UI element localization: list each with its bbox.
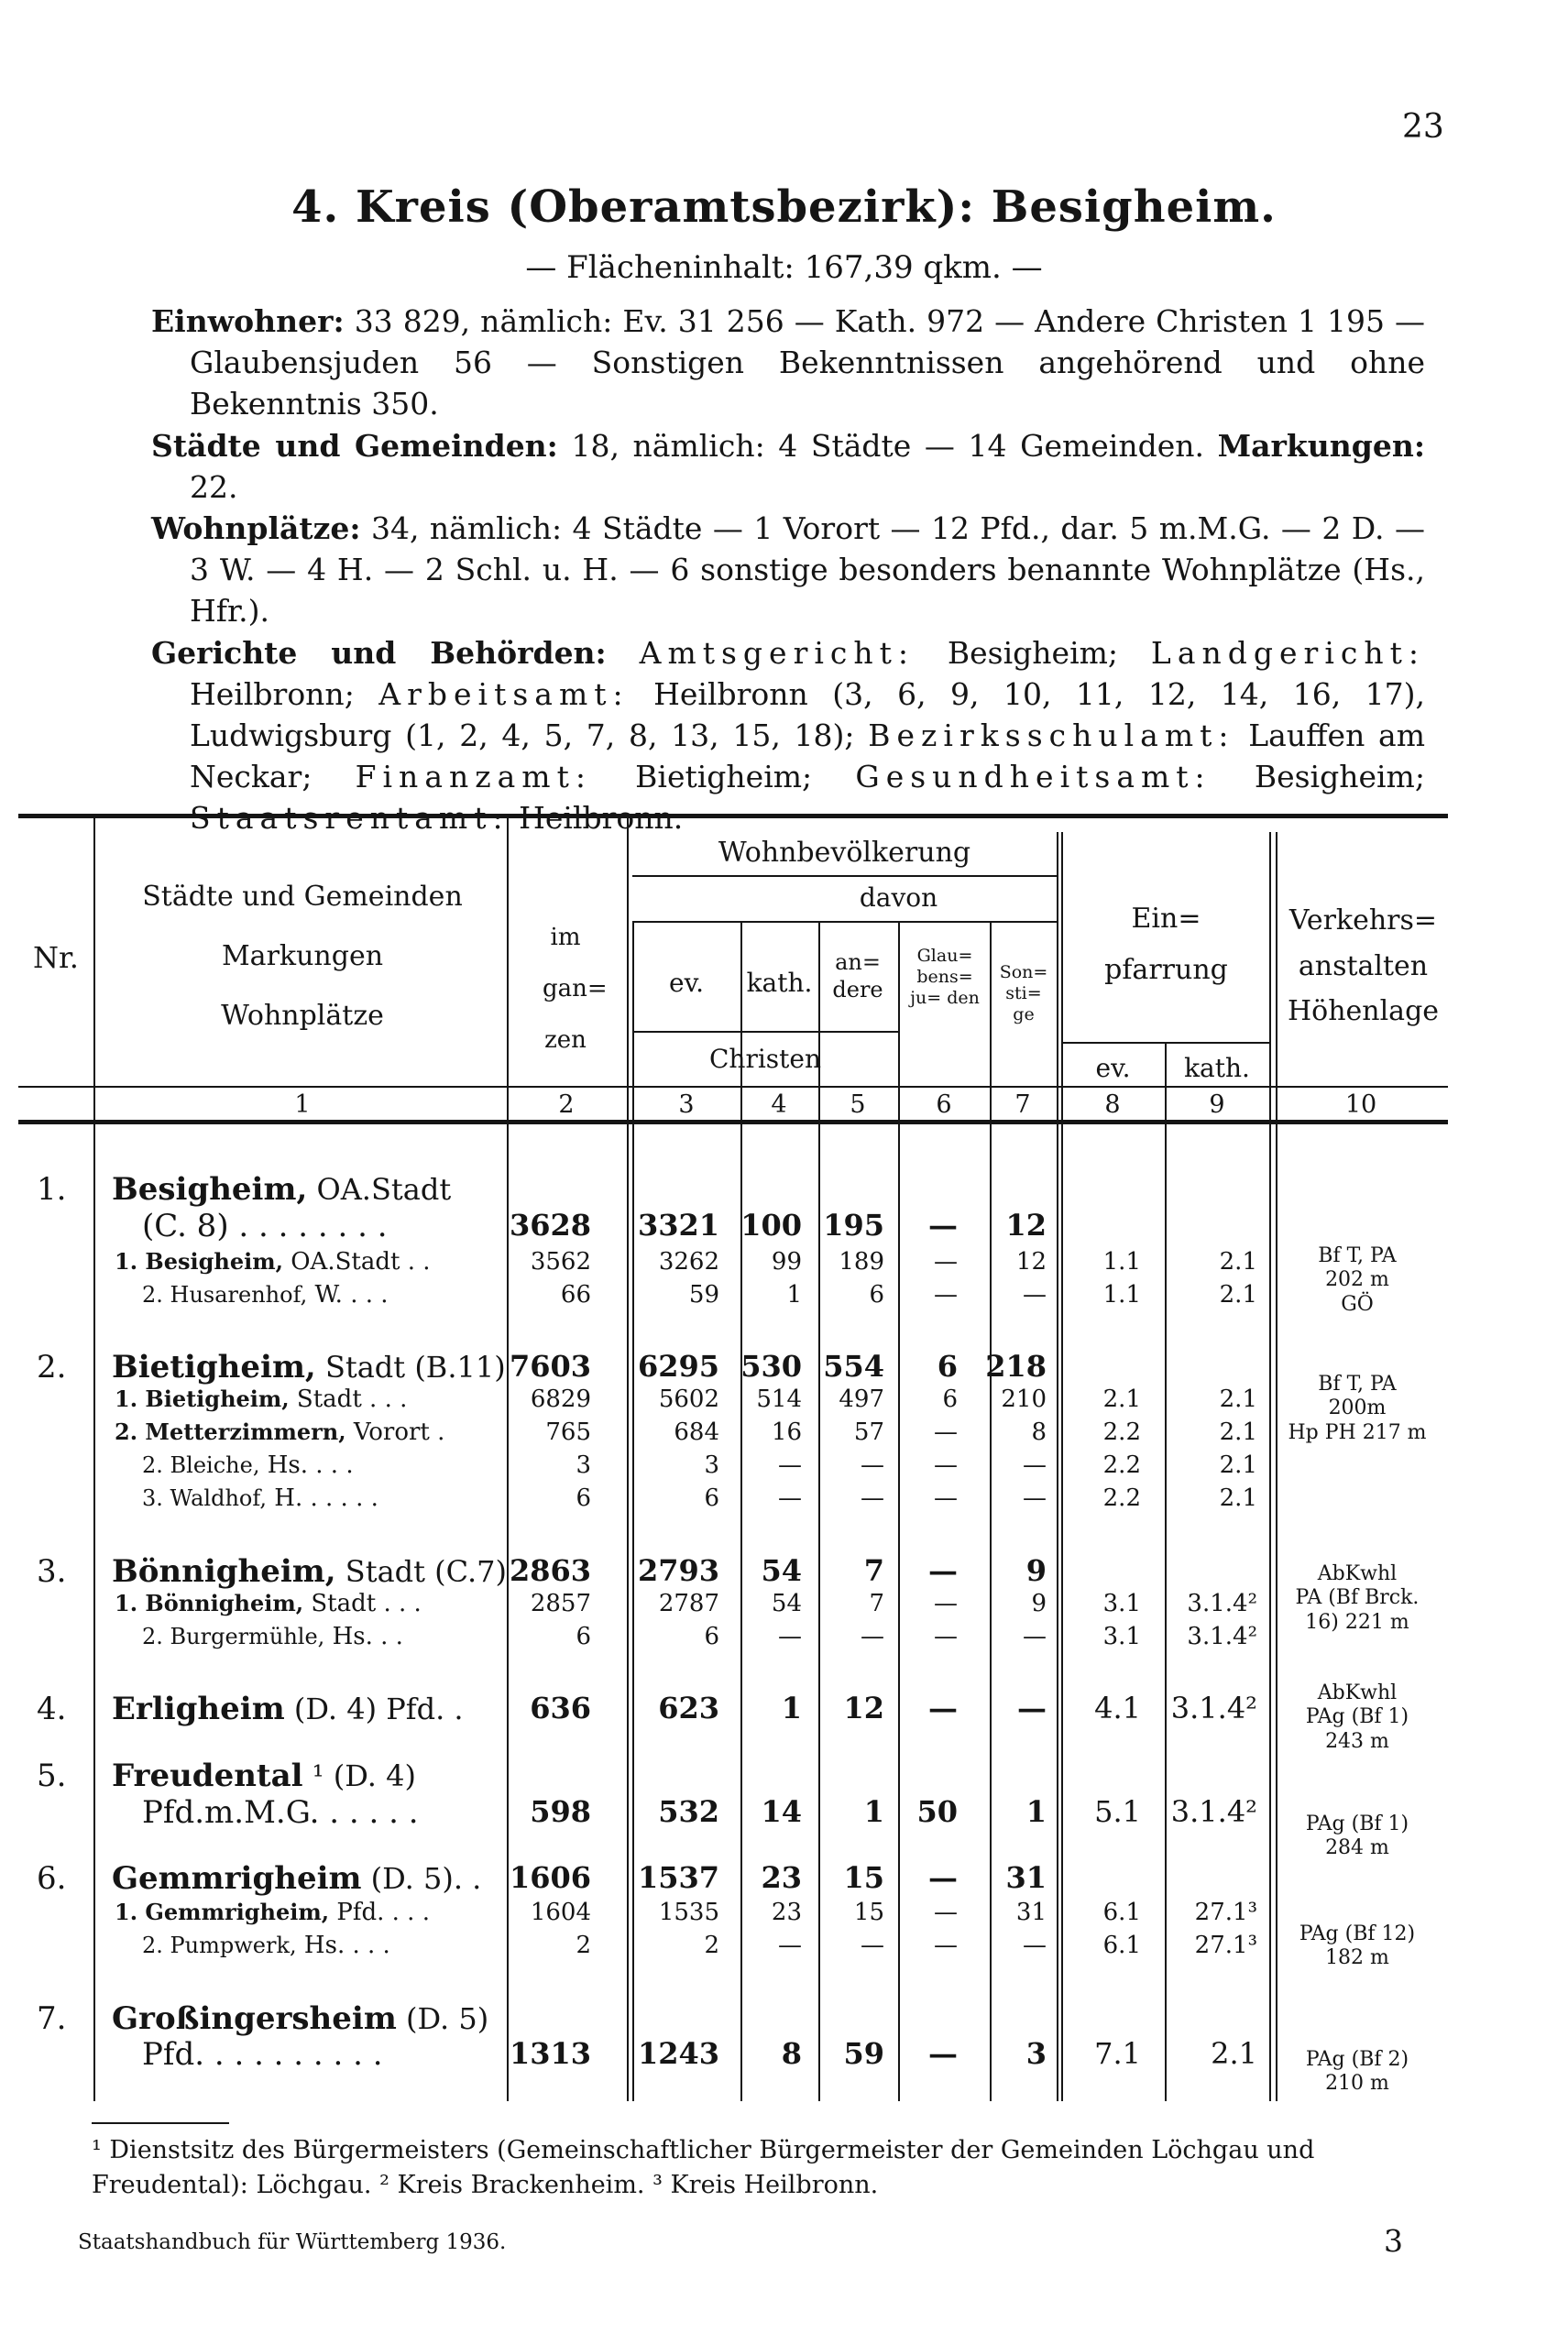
cell-juden: — [928,1860,958,1895]
cell-andere: 6 [869,1281,884,1309]
cell-sonst: — [1017,1691,1047,1725]
place-detail: Pfd. . . . [336,1899,430,1926]
cell-pf-ev: 6.1 [1102,1899,1141,1926]
cell-ev: 1243 [637,2036,719,2071]
cell-ev: 2793 [637,1553,719,1588]
cell-juden: 6 [937,1349,958,1384]
verkehr-line: PAg (Bf 1) [1305,1813,1409,1835]
gerichte-paragraph [151,632,1425,839]
cell-andere: 497 [839,1386,884,1413]
place-detail: W. . . . [314,1281,389,1309]
column-number: 6 [936,1090,952,1119]
cell-andere: 15 [843,1860,884,1895]
place-name: Erligheim [112,1691,285,1727]
cell-juden: — [934,1418,958,1446]
cell-total: 6829 [530,1386,591,1413]
cell-total: 66 [560,1281,591,1309]
cell-sonst: 3 [1025,2036,1047,2071]
cell-pf-kath: 3.1.4² [1170,1794,1257,1829]
cell-pf-kath: 3.1.4² [1170,1691,1257,1725]
finanzamt-label: Finanzamt: [355,759,592,795]
place-detail: H. . . . . . [274,1484,378,1512]
cell-sonst: 218 [985,1349,1047,1384]
place-detail: Vorort . [353,1418,445,1446]
christen-rule [632,1031,898,1033]
footnotes: ¹ Dienstsitz des Bürgermeisters (Gemeinschaftlicher Bürgermeister der Gemeinden Löchgau und Freudental): Löchgau. ² Kreis Brackenheim. ³ Kreis Heilbronn. [92,2136,1315,2199]
cell-kath: 514 [756,1386,802,1413]
page-number: 23 [1402,108,1444,146]
table-row [0,1171,1568,1208]
place-name: Besigheim, [112,1171,308,1208]
verkehr-line: AbKwhl [1317,1681,1398,1704]
place-detail: OA.Stadt . . [291,1248,431,1276]
gesundheitsamt-label: Gesundheitsamt: [855,759,1212,795]
cell-juden: — [928,1208,958,1243]
row-name [112,1691,464,1727]
row-name [142,1794,419,1831]
row-name [112,1758,416,1794]
gesundheitsamt-value: Besigheim; [1254,759,1425,795]
cell-kath: 100 [740,1208,802,1243]
row-number: 7. [37,2000,67,2037]
cell-sonst: 12 [1005,1208,1047,1243]
davon-rule [632,921,1057,923]
cell-pf-kath: 27.1³ [1194,1932,1257,1959]
row-number: 4. [37,1691,67,1727]
cell-pf-ev: 2.2 [1102,1418,1141,1446]
place-name: 2. Bleiche, [142,1452,260,1478]
header-andere: an= dere [832,949,883,1002]
markungen-label: Markungen: [1217,427,1426,464]
cell-kath: 1 [781,1691,802,1725]
verkehr-entry [1276,1244,1439,1317]
cell-kath: 23 [771,1899,802,1926]
verkehr-line: 16) 221 m [1305,1610,1409,1634]
row-name [115,1418,444,1446]
cell-kath: 16 [771,1418,802,1446]
header-hoehenlage: Höhenlage [1287,995,1440,1027]
header-einpfarrung: Ein= pfarrung [1104,903,1228,986]
cell-pf-kath: 27.1³ [1194,1899,1257,1926]
header-kath: kath. [746,968,813,998]
landgericht-value: Heilbronn; [190,675,355,712]
cell-andere: 7 [863,1553,884,1588]
verkehr-line: 202 m [1325,1268,1389,1292]
verkehr-line: AbKwhl [1317,1562,1398,1585]
cell-kath: 8 [781,2036,802,2071]
place-detail: (D. 5) [405,2001,489,2036]
row-name [142,1484,378,1512]
arbeitsamt-value: Heilbronn (3, 6, 9, 10, 11, 12, 14, 16, 17), Ludwigsburg (1, 2, 4, 5, 7, 8, 13, 15, 18); [190,675,1425,754]
cell-ev: 532 [658,1794,719,1829]
cell-total: 2 [576,1932,591,1959]
cell-sonst: 1 [1025,1794,1047,1829]
cell-pf-ev: 3.1 [1102,1590,1141,1617]
cell-kath: 99 [771,1248,802,1276]
cell-andere: — [861,1932,884,1959]
landgericht-label: Landgericht: [1150,634,1425,671]
place-detail: (D. 5). . [370,1861,482,1896]
place-detail: Stadt (B.11) [324,1350,506,1385]
header-glaubensjuden: Glau= bens= ju= den [910,946,980,1008]
place-detail: ¹ (D. 4) [312,1758,416,1793]
staedte-paragraph [151,425,1425,508]
column-number: 7 [1014,1090,1031,1119]
cell-juden: — [934,1281,958,1309]
einpfarrung-rule [1061,1042,1269,1044]
cell-sonst: 9 [1031,1590,1047,1617]
row-number: 2. [37,1349,67,1386]
table-top-rule [18,814,1448,818]
row-name [112,1349,506,1386]
cell-pf-ev: 4.1 [1094,1691,1141,1725]
cell-total: 6 [576,1623,591,1650]
row-name [115,1248,431,1276]
place-name: Pfd. . . . . . . . . . [142,2036,383,2073]
place-name: 1. Bietigheim, [115,1386,290,1412]
amtsgericht-label: Amtsgericht: [639,634,916,671]
column-number: 1 [294,1090,311,1119]
place-detail: Stadt . . . [311,1590,422,1617]
row-number: 1. [37,1171,67,1208]
header-nr: Nr. [33,940,79,975]
verkehr-entry [1276,1562,1439,1635]
verkehr-entry [1276,2048,1439,2097]
cell-ev: 3321 [637,1208,719,1243]
place-name: Bönnigheim, [112,1553,336,1590]
cell-andere: — [861,1451,884,1479]
numbers-rule [18,1086,1448,1088]
cell-juden: 6 [942,1386,958,1413]
cell-pf-ev: 5.1 [1094,1794,1141,1829]
cell-total: 1606 [509,1860,591,1895]
cell-juden: — [934,1590,958,1617]
header-einpf-kath: kath. [1184,1053,1250,1083]
verkehr-line: 284 m [1325,1836,1389,1860]
cell-juden: — [928,1691,958,1725]
place-name: 2. Metterzimmern, [115,1418,346,1445]
cell-kath: — [778,1484,802,1512]
intro-block [151,301,1425,839]
bezirksschulamt-label: Bezirksschulamt: [868,717,1235,754]
row-number: 6. [37,1860,67,1897]
cell-pf-kath: 2.1 [1211,2036,1257,2071]
verkehr-entry [1276,1813,1439,1861]
cell-kath: 54 [761,1553,802,1588]
cell-sonst: — [1023,1623,1047,1650]
cell-juden: — [934,1484,958,1512]
verkehr-line: PAg (Bf 2) [1305,2048,1409,2071]
cell-total: 3562 [530,1248,591,1276]
cell-total: 598 [530,1794,591,1829]
header-davon: davon [859,882,938,913]
cell-ev: 6295 [637,1349,719,1384]
table-row [0,2000,1568,2037]
cell-total: 765 [545,1418,591,1446]
cell-kath: — [778,1932,802,1959]
column-number: 5 [850,1090,866,1119]
header-staedte: Städte und Gemeinden [142,881,463,913]
cell-ev: 6 [704,1484,719,1512]
cell-pf-kath: 3.1.4² [1187,1590,1257,1617]
cell-pf-kath: 3.1.4² [1187,1623,1257,1650]
cell-sonst: — [1023,1932,1047,1959]
cell-pf-kath: 2.1 [1219,1281,1257,1309]
row-name [142,1281,389,1309]
place-detail: OA.Stadt [316,1172,452,1207]
verkehr-entry [1276,1373,1439,1445]
cell-pf-ev: 3.1 [1102,1623,1141,1650]
place-name: Pfd.m.M.G. . . . . . [142,1794,419,1831]
verkehr-line: PA (Bf Brck. [1295,1586,1420,1610]
verkehr-entry [1276,1922,1439,1971]
cell-sonst: 8 [1031,1418,1047,1446]
table-row [0,1484,1568,1517]
cell-pf-kath: 2.1 [1219,1451,1257,1479]
row-name [112,1860,481,1897]
amtsgericht-value: Besigheim; [947,634,1119,671]
table-row [0,1451,1568,1484]
place-name: 3. Waldhof, [142,1485,268,1511]
cell-juden: — [934,1932,958,1959]
cell-juden: — [934,1248,958,1276]
staedte-text: 18, nämlich: 4 Städte — 14 Gemeinden. [571,427,1205,464]
place-name: 1. Bönnigheim, [115,1590,304,1616]
cell-andere: 554 [823,1349,884,1384]
staedte-label: Städte und Gemeinden: [151,427,558,464]
header-verkehr: Verkehrs= anstalten [1288,904,1438,982]
cell-ev: 3 [704,1451,719,1479]
place-name: (C. 8) . . . . . . . . [142,1208,388,1244]
cell-total: 2857 [530,1590,591,1617]
wohnplaetze-text: 34, nämlich: 4 Städte — 1 Vorort — 12 Pfd., dar. 5 m.M.G. — 2 D. — 3 W. — 4 H. — 2 Schl. u. H. — 6 sonstige besonders benannte Wohnplätze (Hs., Hfr.). [190,510,1425,630]
gerichte-label: Gerichte und Behörden: [151,634,607,671]
cell-total: 2863 [509,1553,591,1588]
cell-juden: — [934,1899,958,1926]
header-markungen: Markungen [221,940,384,972]
footer-source: Staatshandbuch für Württemberg 1936. [78,2230,507,2254]
cell-juden: 50 [916,1794,958,1829]
cell-sonst: 31 [1005,1860,1047,1895]
cell-ev: 2 [704,1932,719,1959]
page-subtitle: — Flächeninhalt: 167,39 qkm. — [525,249,1043,286]
row-name [142,1932,390,1959]
cell-total: 636 [530,1691,591,1725]
cell-andere: 12 [843,1691,884,1725]
cell-pf-ev: 1.1 [1102,1248,1141,1276]
markungen-text: 22. [190,468,238,505]
footnote-rule [92,2122,229,2124]
header-im-ganzen: im gan= zen [543,924,608,1054]
row-number: 3. [37,1553,67,1590]
header-einpf-ev: ev. [1095,1053,1131,1083]
place-name: Großingersheim [112,2000,397,2037]
cell-ev: 3262 [658,1248,719,1276]
place-detail: (D. 4) Pfd. . [293,1692,464,1726]
column-number: 10 [1344,1090,1377,1119]
cell-andere: — [861,1484,884,1512]
place-name: Gemmrigheim [112,1860,362,1897]
wohnbev-rule [632,875,1057,877]
place-detail: Hs. . . . [303,1932,390,1959]
einwohner-paragraph [151,301,1425,425]
cell-ev: 59 [688,1281,719,1309]
cell-juden: — [934,1451,958,1479]
cell-pf-ev: 6.1 [1102,1932,1141,1959]
cell-sonst: 12 [1015,1248,1047,1276]
row-name [115,1386,407,1413]
cell-pf-kath: 2.1 [1219,1418,1257,1446]
cell-total: 3628 [509,1208,591,1243]
verkehr-line: GÖ [1341,1292,1374,1316]
nr-rule [18,1086,93,1088]
verkehr-line: 182 m [1325,1946,1389,1970]
column-number: 8 [1104,1090,1121,1119]
cell-pf-ev: 7.1 [1094,2036,1141,2071]
cell-ev: 6 [704,1623,719,1650]
place-name: 2. Burgermühle, [142,1624,325,1649]
header-wohnplaetze: Wohnplätze [221,1000,384,1032]
cell-pf-kath: 2.1 [1219,1248,1257,1276]
cell-ev: 623 [658,1691,719,1725]
row-name [115,1590,422,1617]
cell-pf-kath: 2.1 [1219,1386,1257,1413]
verkehr-entry [1276,1681,1439,1754]
cell-kath: 530 [740,1349,802,1384]
place-name: Freudental [112,1758,303,1794]
page-title: 4. Kreis (Oberamtsbezirk): Besigheim. [291,181,1277,233]
cell-total: 7603 [509,1349,591,1384]
header-ev: ev. [669,968,704,998]
cell-ev: 2787 [658,1590,719,1617]
row-number: 5. [37,1758,67,1794]
column-number: 3 [678,1090,695,1119]
verkehr-line: Hp PH 217 m [1288,1420,1427,1444]
finanzamt-value: Bietigheim; [635,759,813,795]
table-row [0,1860,1568,1897]
row-name [115,1899,430,1926]
cell-juden: — [928,2036,958,2071]
cell-sonst: 31 [1015,1899,1047,1926]
place-name: 1. Besigheim, [115,1248,283,1275]
cell-andere: — [861,1623,884,1650]
footer-number: 3 [1384,2223,1403,2259]
cell-kath: — [778,1451,802,1479]
cell-andere: 7 [869,1590,884,1617]
cell-sonst: 9 [1025,1553,1047,1588]
bezirksschulamt-value: Lauffen am Neckar; [190,717,1425,795]
cell-kath: — [778,1623,802,1650]
cell-andere: 1 [863,1794,884,1829]
wohnplaetze-paragraph [151,508,1425,632]
row-name [142,2036,383,2073]
place-name: 2. Pumpwerk, [142,1933,297,1958]
cell-sonst: — [1023,1281,1047,1309]
verkehr-line: 243 m [1325,1729,1389,1753]
place-name: 1. Gemmrigheim, [115,1899,330,1925]
einwohner-text: 33 829, nämlich: Ev. 31 256 — Kath. 972 — Andere Christen 1 195 — Glaubensjuden 56 — Sonstigen Bekenntnissen angehörend und ohne Bekenntnis 350. [190,303,1425,422]
cell-ev: 1537 [637,1860,719,1895]
header-sonstige: Son= sti= ge [999,962,1048,1024]
header-christen: Christen [708,1044,822,1074]
row-name [112,2000,488,2037]
cell-total: 6 [576,1484,591,1512]
einwohner-label: Einwohner: [151,303,345,339]
column-number: 4 [771,1090,787,1119]
cell-pf-ev: 2.2 [1102,1451,1141,1479]
place-detail: Hs. . . . [267,1451,354,1479]
wohnplaetze-label: Wohnplätze: [151,510,361,547]
verkehr-line: Bf T, PA [1318,1373,1397,1396]
cell-pf-ev: 2.1 [1102,1386,1141,1413]
cell-sonst: 210 [1001,1386,1047,1413]
row-name [112,1171,451,1208]
cell-kath: 14 [761,1794,802,1829]
cell-total: 1313 [509,2036,591,2071]
verkehr-line: PAg (Bf 1) [1305,1705,1409,1729]
cell-andere: 59 [843,2036,884,2071]
cell-pf-kath: 2.1 [1219,1484,1257,1512]
row-name [142,1451,354,1479]
verkehr-line: Bf T, PA [1318,1244,1397,1267]
row-name [112,1553,507,1590]
place-name: 2. Husarenhof, [142,1282,308,1308]
cell-juden: — [934,1623,958,1650]
place-detail: Stadt . . . [296,1386,408,1413]
place-name: Bietigheim, [112,1349,316,1386]
place-detail: Hs. . . [332,1623,403,1650]
cell-pf-ev: 2.2 [1102,1484,1141,1512]
cell-total: 3 [576,1451,591,1479]
row-name [142,1208,388,1244]
verkehr-line: 210 m [1325,2072,1389,2096]
cell-ev: 5602 [658,1386,719,1413]
cell-kath: 54 [771,1590,802,1617]
cell-ev: 1535 [658,1899,719,1926]
cell-sonst: — [1023,1451,1047,1479]
header-bottom-rule [18,1120,1448,1124]
cell-total: 1604 [530,1899,591,1926]
header-wohnbevoelkerung: Wohnbevölkerung [718,837,971,869]
cell-andere: 15 [853,1899,884,1926]
cell-kath: 23 [761,1860,802,1895]
column-number: 2 [558,1090,575,1119]
table-row [0,1208,1568,1244]
cell-andere: 195 [823,1208,884,1243]
column-number: 9 [1209,1090,1225,1119]
cell-andere: 189 [839,1248,884,1276]
verkehr-line: PAg (Bf 12) [1299,1922,1416,1945]
cell-kath: 1 [786,1281,802,1309]
verkehr-line: 200m [1328,1397,1387,1420]
cell-ev: 684 [674,1418,719,1446]
table-row [0,1758,1568,1794]
cell-sonst: — [1023,1484,1047,1512]
cell-juden: — [928,1553,958,1588]
arbeitsamt-label: Arbeitsamt: [378,675,630,712]
place-detail: Stadt (C.7) [345,1554,508,1589]
cell-andere: 57 [853,1418,884,1446]
row-name [142,1623,403,1650]
cell-pf-ev: 1.1 [1102,1281,1141,1309]
